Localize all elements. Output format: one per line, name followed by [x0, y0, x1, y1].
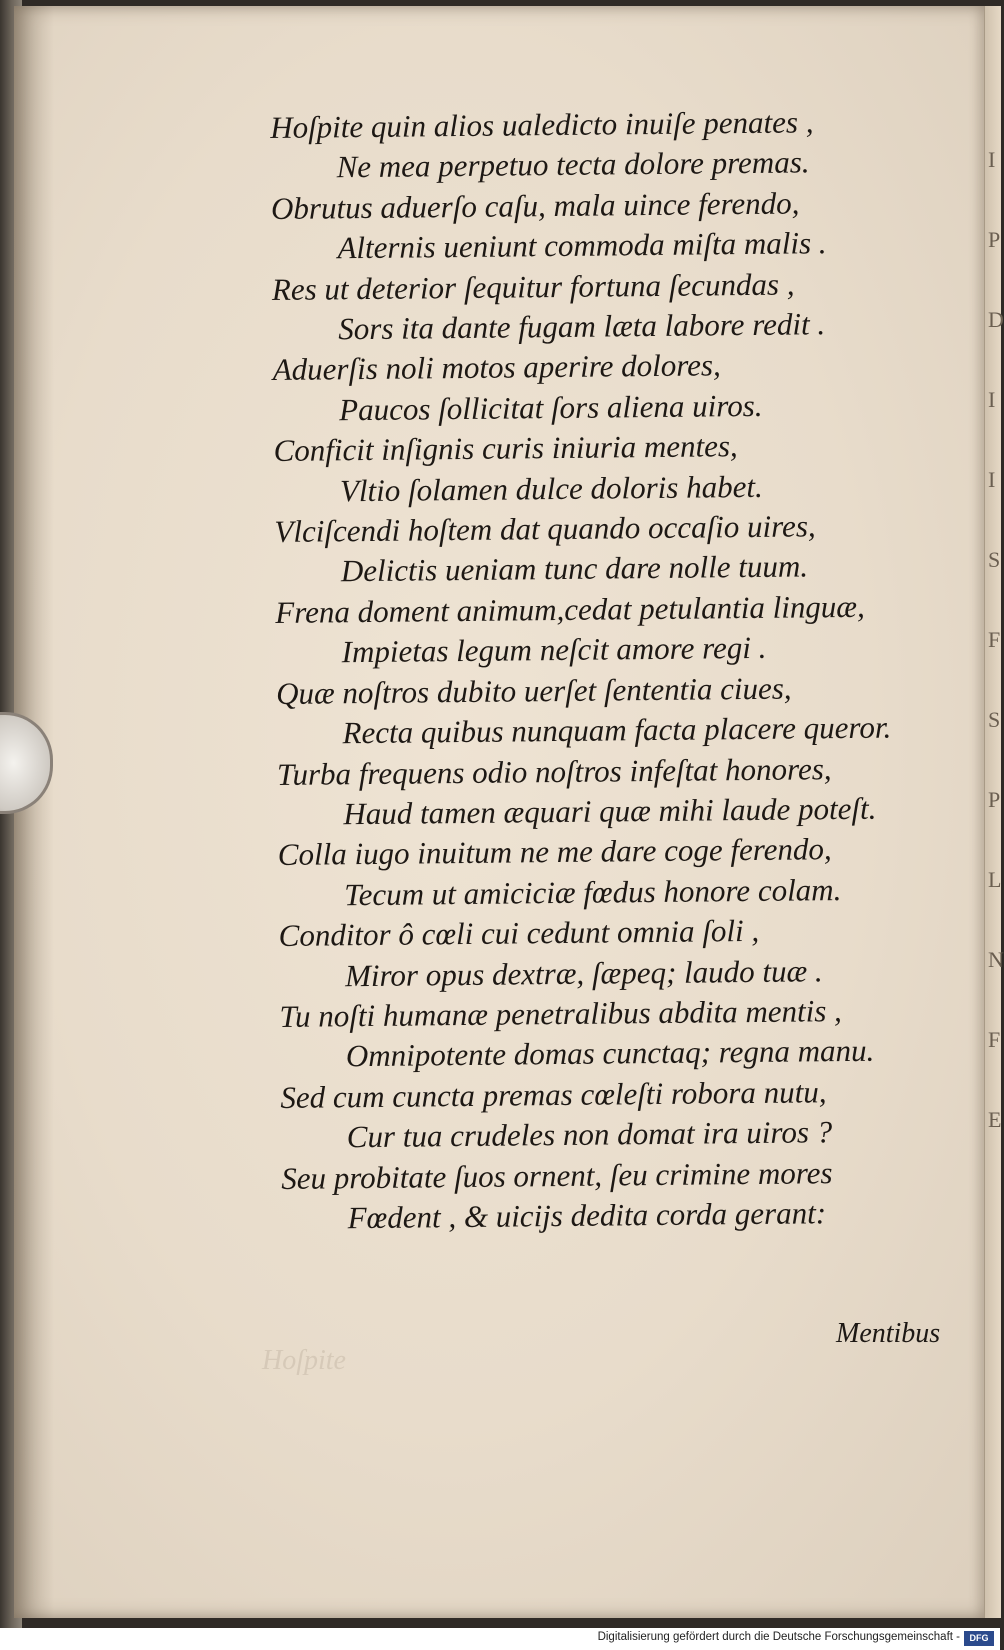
facing-page-letter: I: [988, 467, 996, 492]
verse-line-pentameter: Recta quibus nunquam facta placere queror.: [342, 709, 892, 751]
ink-offset-ghost: Hoſpite: [262, 1345, 346, 1376]
facing-page-letter: I: [988, 387, 996, 412]
verse-text-block: [270, 101, 982, 1240]
verse-line-hexameter: Sed cum cuncta premas cœleſti robora nutu,: [280, 1073, 827, 1115]
verse-line-pentameter: Vltio ſolamen dulce doloris habet.: [339, 468, 763, 508]
verse-line-pentameter: Miror opus dextræ, ſæpeq; laudo tuæ .: [344, 952, 823, 993]
dfg-logo-icon: DFG: [964, 1631, 994, 1646]
facing-page-letter: F: [988, 1027, 1001, 1052]
verse-line-hexameter: Hoſpite quin alios ualedicto inuiſe penates ,: [270, 104, 814, 145]
verse-line-hexameter: Turba frequens odio noſtros infeſtat honores,: [276, 750, 832, 792]
verse-line-pentameter: Ne mea perpetuo tecta dolore premas.: [336, 144, 810, 185]
verse-line-hexameter: Conditor ô cœli cui cedunt omnia ſoli ,: [278, 913, 760, 954]
facing-page-letter: D: [988, 307, 1004, 332]
verse-line-pentameter: Delictis ueniam tunc dare nolle tuum.: [340, 548, 809, 589]
facing-page-letter: L: [988, 867, 1002, 892]
verse-line-hexameter: Res ut deterior ſequitur fortuna ſecundas ,: [271, 266, 795, 307]
facing-page-letter: I: [988, 147, 996, 172]
verse-line-pentameter: Haud tamen æquari quæ mihi laude poteſt.: [343, 790, 877, 832]
funding-credit: Digitalisierung gefördert durch die Deutsche Forschungsgemeinschaft -: [597, 1631, 960, 1643]
verse-line-hexameter: Colla iugo inuitum ne me dare coge ferendo,: [277, 831, 832, 873]
verse-line-pentameter: Paucos ſollicitat ſors aliena uiros.: [338, 387, 763, 428]
facing-page-letter: P: [988, 227, 1001, 252]
verse-line-hexameter: Conficit inſignis curis iniuria mentes,: [273, 428, 738, 469]
facing-page-letter: S: [988, 547, 1001, 572]
verse-line-hexameter: Vlciſcendi hoſtem dat quando occaſio uires,: [274, 508, 816, 550]
facing-page-letter: E: [988, 1107, 1002, 1132]
facing-page-letter: S: [988, 707, 1001, 732]
verse-line-hexameter: Frena doment animum,cedat petulantia linguæ,: [275, 588, 865, 630]
facing-page-letters: [988, 120, 1004, 1160]
verse-line-hexameter: Tu noſti humanæ penetralibus abdita mentis ,: [279, 992, 843, 1034]
verse-line-hexameter: Obrutus aduerſo caſu, mala uince ferendo,: [270, 185, 800, 226]
verse-line-pentameter: Fœdent , & uicijs dedita corda gerant:: [347, 1195, 827, 1236]
catchword: Mentibus: [836, 1318, 941, 1349]
footer-bar: [0, 1628, 1000, 1650]
facing-page-letter: P: [988, 787, 1001, 812]
verse-line-hexameter: Quæ noſtros dubito uerſet ſententia ciues,: [275, 670, 792, 711]
facing-page-letter: N: [988, 947, 1004, 972]
verse-line-pentameter: Cur tua crudeles non domat ira uiros ?: [346, 1114, 833, 1155]
verse-line-pentameter: Sors ita dante fugam læta labore redit .: [338, 306, 826, 347]
verse-line-hexameter: Seu probitate ſuos ornent, ſeu crimine mores: [281, 1154, 833, 1196]
facing-page-letter: F: [988, 627, 1001, 652]
verse-line-hexameter: Aduerſis noli motos aperire dolores,: [272, 347, 721, 388]
verse-line-pentameter: Omnipotente domas cunctaq; regna manu.: [345, 1033, 875, 1074]
verse-line-pentameter: Impietas legum neſcit amore regi .: [341, 630, 767, 670]
verse-line-pentameter: Alternis ueniunt commoda miſta malis .: [337, 225, 827, 266]
verse-line-pentameter: Tecum ut amiciciæ fœdus honore colam.: [344, 871, 842, 912]
